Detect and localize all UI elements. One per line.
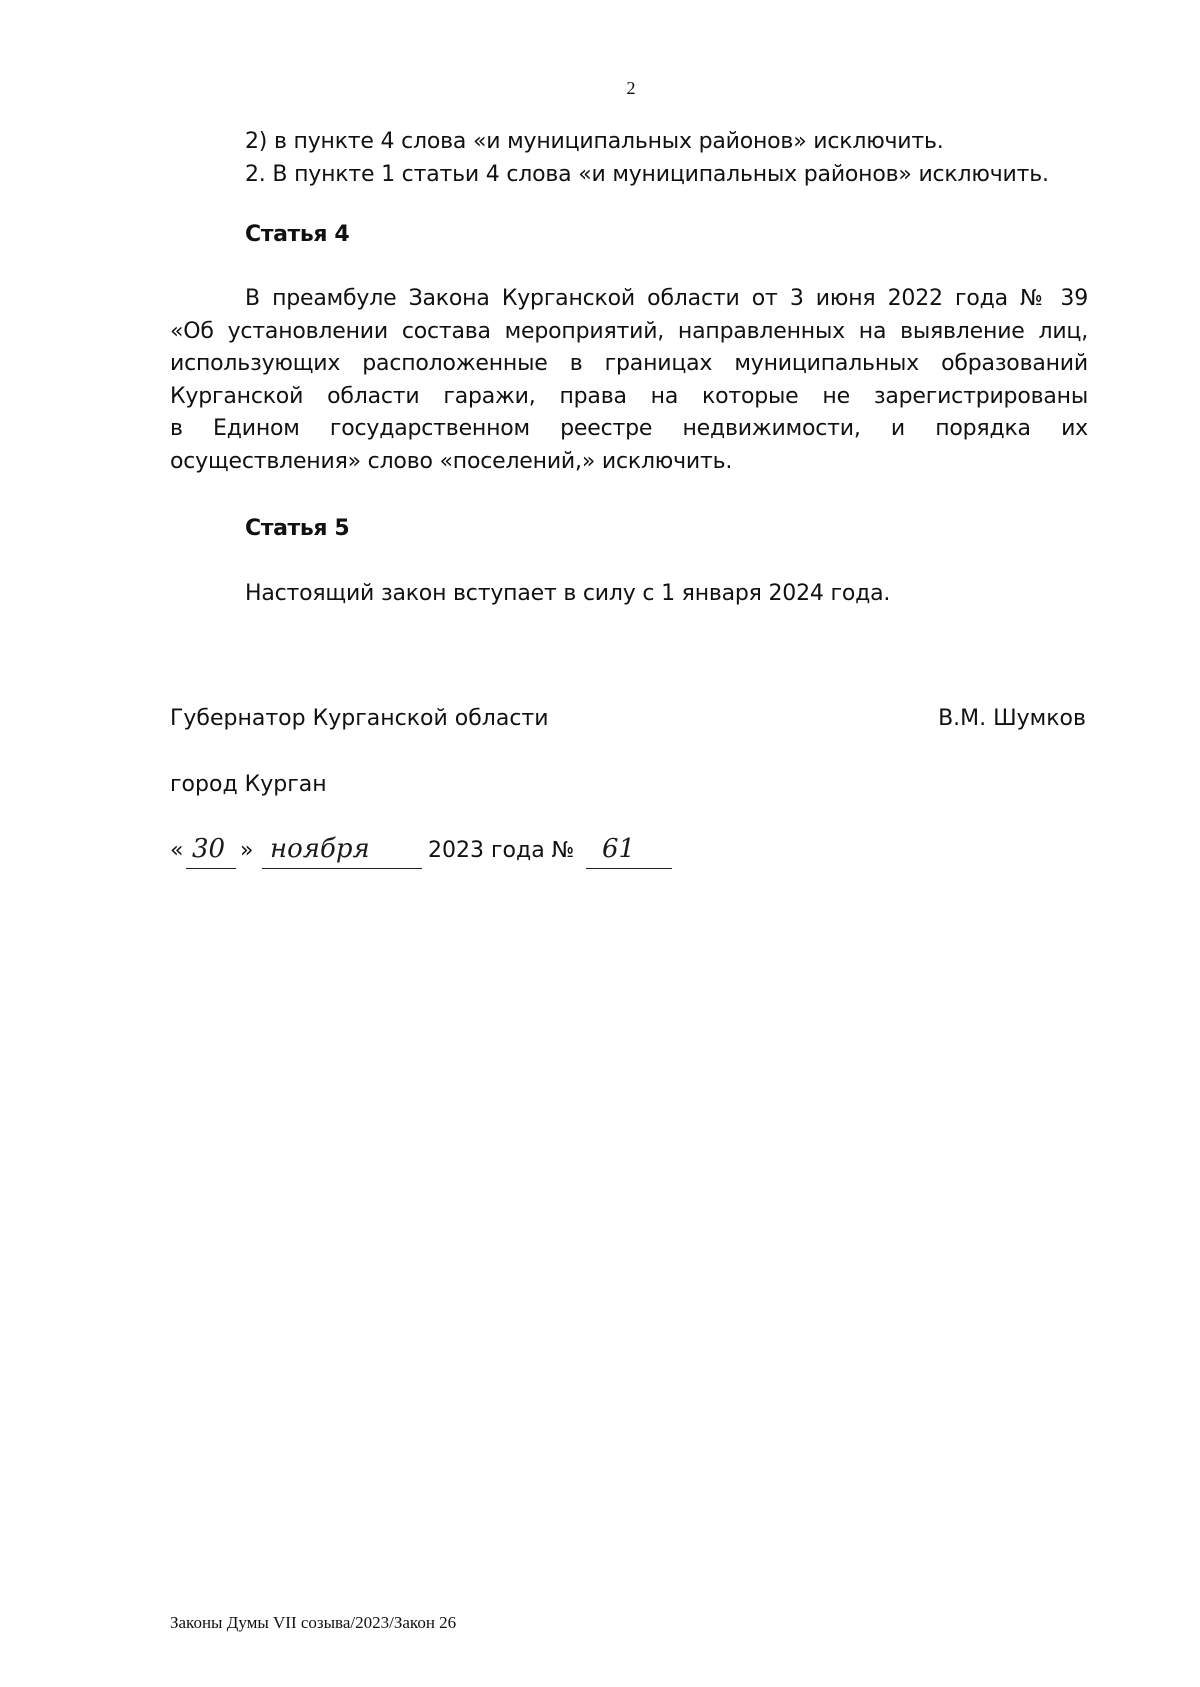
handwritten-month: ноября — [270, 834, 370, 864]
city: город Курган — [170, 772, 327, 797]
article-5-heading: Статья 5 — [245, 516, 350, 541]
date-open-quote: « — [170, 838, 184, 863]
article-4-line-1: В преамбуле Закона Курганской области от 3 июня 2022 года № 39 — [245, 286, 1088, 311]
date-close-quote: » — [240, 838, 254, 863]
signatory-name: В.М. Шумков — [938, 706, 1086, 731]
month-blank-underline — [262, 868, 422, 869]
signatory-position: Губернатор Курганской области — [170, 706, 549, 731]
article-4-line-2: «Об установлении состава мероприятий, направленных на выявление лиц, — [170, 318, 1088, 344]
article-4-heading: Статья 4 — [245, 222, 350, 247]
footer-reference: Законы Думы VII созыва/2023/Закон 26 — [170, 1613, 457, 1632]
article-5-line: Настоящий закон вступает в силу с 1 января 2024 года. — [245, 581, 891, 606]
article-4-line-5: в Едином государственном реестре недвижимости, и порядка их — [170, 416, 1088, 441]
handwritten-number: 61 — [602, 834, 636, 864]
article-4-text — [170, 283, 1088, 478]
date-line — [170, 834, 690, 878]
amendment-line-1: 2) в пункте 4 слова «и муниципальных районов» исключить. — [245, 129, 944, 154]
article-5-text — [170, 578, 1088, 611]
amendment-line-2: 2. В пункте 1 статьи 4 слова «и муниципальных районов» исключить. — [245, 161, 1049, 187]
date-year-text: 2023 года № — [428, 838, 575, 863]
day-blank-underline — [186, 868, 236, 869]
amendment-lines — [170, 126, 1088, 191]
article-4-line-3: использующих расположенные в границах муниципальных образований — [170, 351, 1088, 376]
article-4-line-6: осуществления» слово «поселений,» исключить. — [170, 448, 733, 474]
article-4-line-4: Курганской области гаражи, права на которые не зарегистрированы — [170, 383, 1088, 409]
number-blank-underline — [586, 868, 672, 869]
page-number: 2 — [626, 78, 636, 98]
handwritten-day: 30 — [192, 834, 226, 864]
